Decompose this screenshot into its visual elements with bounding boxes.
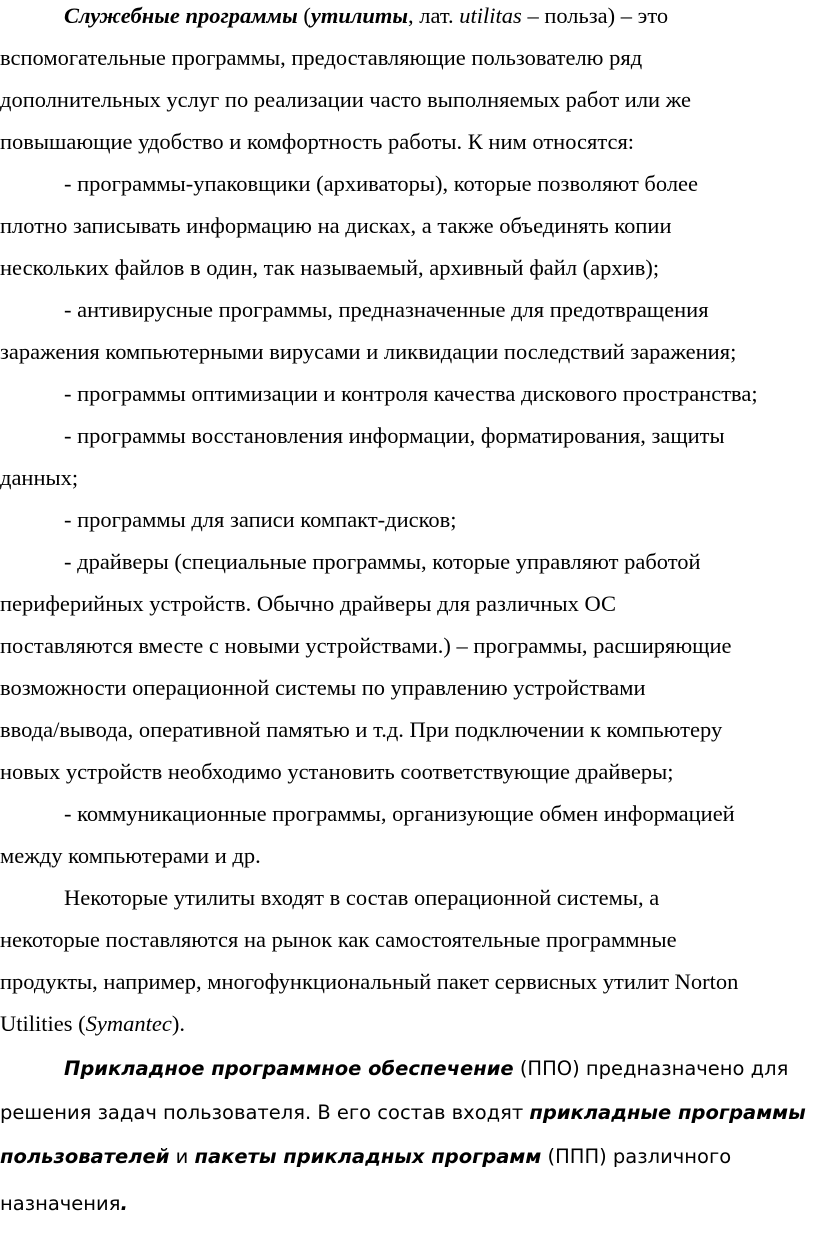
term-utilities: утилиты: [310, 3, 409, 28]
list-item-cd-writing: - программы для записи компакт-дисков;: [64, 507, 457, 532]
utilities-line-4: повышающие удобство и комфортность работы. К ним относятся:: [0, 129, 635, 154]
period: .: [120, 1192, 128, 1215]
applied-software-line-2: [0, 1098, 806, 1128]
drivers-line-6: новых устройств необходимо установить соответствующие драйверы;: [0, 759, 674, 784]
recovery-line-2: данных;: [0, 465, 79, 490]
antivirus-line-2: заражения компьютерными вирусами и ликвидации последствий заражения;: [0, 339, 737, 364]
company-name: Symantec: [85, 1011, 172, 1036]
applied-software-line-1: [64, 1054, 788, 1084]
utilities-line-1: [64, 1, 668, 31]
drivers-line-5: ввода/вывода, оперативной памятью и т.д. При подключении к компьютеру: [0, 717, 723, 742]
text: назначения: [0, 1192, 121, 1215]
text: ).: [171, 1011, 185, 1036]
applied-software-line-3: [0, 1142, 731, 1172]
drivers-line-3: поставляются вместе с новыми устройствами.) – программы, расширяющие: [0, 633, 732, 658]
text: (ППП) различного: [541, 1145, 732, 1168]
utilities-line-3: дополнительных услуг по реализации часто выполняемых работ или же: [0, 87, 691, 112]
list-item-drivers: - драйверы (специальные программы, которые управляют работой: [64, 549, 701, 574]
text: (: [297, 3, 311, 28]
text: Utilities (: [0, 1011, 86, 1036]
some-utilities-line-2: некоторые поставляются на рынок как самостоятельные программные: [0, 927, 677, 952]
term-users: пользователей: [0, 1145, 170, 1168]
text: и: [169, 1145, 195, 1168]
some-utilities-line-1: Некоторые утилиты входят в состав операционной системы, а: [64, 885, 660, 910]
latin-term: utilitas: [459, 3, 522, 28]
some-utilities-line-3: продукты, например, многофункциональный пакет сервисных утилит Norton: [0, 969, 739, 994]
some-utilities-line-4: [0, 1009, 185, 1039]
text: решения задач пользователя. В его состав входят: [0, 1101, 530, 1124]
term-applied-programs: прикладные программы: [529, 1101, 806, 1124]
text: , лат.: [408, 3, 460, 28]
drivers-line-2: периферийных устройств. Обычно драйверы для различных ОС: [0, 591, 616, 616]
text: (ППО) предназначено для: [513, 1057, 789, 1080]
list-item-optimization: - программы оптимизации и контроля качества дискового пространства;: [64, 381, 758, 406]
list-item-archivers: - программы-упаковщики (архиваторы), которые позволяют более: [64, 171, 699, 196]
term-utility-programs: Служебные программы: [64, 3, 298, 28]
archivers-line-3: нескольких файлов в один, так называемый, архивный файл (архив);: [0, 255, 660, 280]
list-item-communication: - коммуникационные программы, организующие обмен информацией: [64, 801, 735, 826]
term-application-packages: пакеты прикладных программ: [194, 1145, 542, 1168]
applied-software-line-4: [0, 1189, 128, 1219]
term-applied-software: Прикладное программное обеспечение: [64, 1057, 514, 1080]
utilities-line-2: вспомогательные программы, предоставляющие пользователю ряд: [0, 45, 643, 70]
list-item-recovery: - программы восстановления информации, форматирования, защиты: [64, 423, 725, 448]
list-item-antivirus: - антивирусные программы, предназначенные для предотвращения: [64, 297, 709, 322]
text: – польза) – это: [521, 3, 669, 28]
communication-line-2: между компьютерами и др.: [0, 843, 261, 868]
drivers-line-4: возможности операционной системы по управлению устройствами: [0, 675, 646, 700]
archivers-line-2: плотно записывать информацию на дисках, а также объединять копии: [0, 213, 672, 238]
